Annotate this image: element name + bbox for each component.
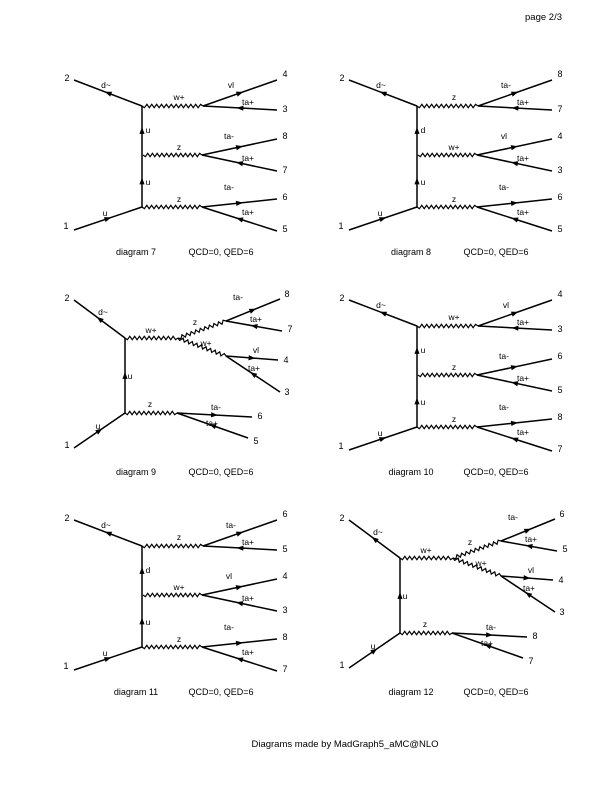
fermion-arrow <box>414 178 419 185</box>
external-leg-number: 7 <box>557 444 563 455</box>
external-leg-number: 6 <box>557 192 563 203</box>
external-leg-number: 4 <box>283 355 289 366</box>
external-leg-number: 8 <box>557 69 563 80</box>
particle-label: u <box>127 371 133 382</box>
fermion-arrow <box>139 618 144 625</box>
external-leg-number: 5 <box>557 224 563 235</box>
external-leg-number: 1 <box>338 441 344 452</box>
boson-line <box>417 425 477 428</box>
coupling-label: QCD=0, QED=6 <box>188 247 254 258</box>
external-leg-number: 7 <box>282 664 288 675</box>
external-leg-number: 1 <box>339 660 345 671</box>
particle-label: vl <box>500 131 508 142</box>
particle-label: ta+ <box>241 207 255 218</box>
particle-label: ta+ <box>516 373 530 384</box>
external-leg-number: 4 <box>282 69 288 80</box>
boson-line <box>417 104 478 107</box>
fermion-arrow <box>380 312 387 317</box>
particle-label: ta- <box>501 80 511 91</box>
particle-label: w+ <box>475 558 487 569</box>
boson-line <box>125 411 177 414</box>
fermion-arrow <box>486 632 493 637</box>
particle-label: ta+ <box>205 418 219 429</box>
particle-label: ta+ <box>516 317 530 328</box>
external-leg-number: 2 <box>64 293 70 304</box>
particle-label: ta+ <box>241 593 255 604</box>
particle-label: z <box>451 92 457 103</box>
boson-line <box>125 336 178 339</box>
feynman-diagram-9 <box>64 289 292 477</box>
particle-label: u <box>377 428 383 439</box>
particle-label: d~ <box>101 80 111 91</box>
external-leg-number: 7 <box>557 104 563 115</box>
fermion-arrow <box>249 309 256 314</box>
fermion-arrow <box>414 398 419 405</box>
external-leg-number: 7 <box>287 324 293 335</box>
external-leg-number: 6 <box>282 509 288 520</box>
fermion-arrow <box>139 567 144 574</box>
fermion-arrow <box>511 218 518 223</box>
external-leg-number: 2 <box>339 513 345 524</box>
external-leg-number: 2 <box>64 73 70 84</box>
external-leg-number: 4 <box>557 131 563 142</box>
particle-label: z <box>192 317 198 328</box>
external-leg-number: 2 <box>339 73 345 84</box>
particle-label: ta- <box>224 131 234 142</box>
boson-line <box>400 631 452 634</box>
external-leg-number: 4 <box>557 289 563 300</box>
particle-label: w+ <box>173 582 185 593</box>
fermion-arrow <box>511 438 518 443</box>
boson-line <box>417 324 478 327</box>
external-leg-number: 5 <box>282 544 288 555</box>
external-leg-number: 3 <box>557 165 563 176</box>
external-leg-number: 1 <box>63 661 69 672</box>
feynman-diagram-10 <box>338 289 562 477</box>
particle-label: u <box>420 397 426 408</box>
external-leg-number: 3 <box>284 387 290 398</box>
particle-label: ta+ <box>522 583 536 594</box>
fermion-arrow <box>236 218 243 223</box>
particle-label: u <box>145 617 151 628</box>
feynman-diagram-7 <box>63 69 287 257</box>
boson-line <box>143 593 202 596</box>
fermion-arrow <box>251 324 258 329</box>
particle-label: z <box>422 619 428 630</box>
diagram-caption: diagram 8 <box>390 247 432 258</box>
external-leg-number: 7 <box>282 165 288 176</box>
fermion-arrow <box>236 92 243 97</box>
fermion-arrow <box>524 529 531 534</box>
particle-label: u <box>420 177 426 188</box>
external-leg-number: 5 <box>253 436 259 447</box>
fermion-arrow <box>139 178 144 185</box>
external-leg-number: 6 <box>559 509 565 520</box>
external-leg-number: 1 <box>338 221 344 232</box>
external-leg-number: 8 <box>284 289 290 300</box>
particle-label: vl <box>252 345 260 356</box>
boson-line <box>418 153 477 156</box>
fermion-arrow <box>236 532 243 537</box>
particle-label: vl <box>225 571 233 582</box>
particle-label: u <box>95 421 101 432</box>
diagram-caption: diagram 11 <box>113 687 159 698</box>
boson-line <box>142 205 202 208</box>
external-leg-number: 1 <box>64 440 70 451</box>
fermion-arrow <box>414 347 419 354</box>
feynman-diagram-8 <box>338 69 562 257</box>
boson-line <box>142 645 202 648</box>
particle-label: vl <box>502 300 510 311</box>
fermion-arrow <box>105 92 112 97</box>
particle-label: ta+ <box>249 314 263 325</box>
boson-line <box>400 556 453 559</box>
external-leg-number: 3 <box>282 605 288 616</box>
particle-label: ta- <box>211 402 221 413</box>
particle-label: u <box>102 208 108 219</box>
particle-label: z <box>467 537 473 548</box>
feynman-diagram-12 <box>339 509 567 697</box>
fermion-arrow <box>105 532 112 537</box>
external-leg-number: 8 <box>532 631 538 642</box>
external-leg-number: 8 <box>282 632 288 643</box>
external-leg-number: 7 <box>528 656 534 667</box>
particle-label: d~ <box>376 80 386 91</box>
external-leg-number: 5 <box>562 544 568 555</box>
external-leg-number: 8 <box>282 131 288 142</box>
particle-label: ta+ <box>516 207 530 218</box>
diagram-caption: diagram 9 <box>115 467 157 478</box>
external-leg-number: 3 <box>557 324 563 335</box>
particle-label: u <box>145 125 151 136</box>
fermion-arrow <box>511 312 518 317</box>
boson-line <box>418 373 477 376</box>
particle-label: z <box>451 414 457 425</box>
external-leg-number: 5 <box>282 224 288 235</box>
external-leg-number: 1 <box>63 221 69 232</box>
particle-label: d~ <box>376 300 386 311</box>
particle-label: d <box>420 125 426 136</box>
particle-label: ta+ <box>524 534 538 545</box>
diagram-caption: diagram 12 <box>388 687 434 698</box>
external-leg-number: 2 <box>339 293 345 304</box>
diagram-caption: diagram 7 <box>115 247 157 258</box>
particle-label: vl <box>527 565 535 576</box>
particle-label: z <box>147 399 153 410</box>
particle-label: w+ <box>448 142 460 153</box>
fermion-arrow <box>380 92 387 97</box>
external-leg-number: 5 <box>557 385 563 396</box>
fermion-arrow <box>211 412 218 417</box>
credit-label: Diagrams made by MadGraph5_aMC@NLO <box>251 739 439 750</box>
particle-label: d~ <box>98 307 108 318</box>
particle-label: ta+ <box>516 427 530 438</box>
external-leg-number: 4 <box>558 575 564 586</box>
boson-line <box>142 104 203 107</box>
particle-label: ta- <box>499 402 509 413</box>
particle-label: w+ <box>448 312 460 323</box>
particle-label: ta+ <box>247 363 261 374</box>
particle-label: d <box>145 565 151 576</box>
particle-label: ta- <box>486 622 496 633</box>
particle-label: ta- <box>224 182 234 193</box>
particle-label: u <box>370 641 376 652</box>
particle-label: z <box>451 362 457 373</box>
particle-label: vl <box>227 80 235 91</box>
particle-label: ta- <box>508 512 518 523</box>
particle-label: w+ <box>145 325 157 336</box>
particle-label: ta+ <box>241 97 255 108</box>
particle-label: z <box>176 532 182 543</box>
coupling-label: QCD=0, QED=6 <box>188 467 254 478</box>
particle-label: d~ <box>373 527 383 538</box>
particle-label: w+ <box>173 92 185 103</box>
external-leg-number: 6 <box>282 192 288 203</box>
boson-line <box>142 544 203 547</box>
particle-label: u <box>145 177 151 188</box>
particle-label: d~ <box>101 520 111 531</box>
page-number-label: page 2/3 <box>525 12 562 23</box>
particle-label: u <box>377 208 383 219</box>
particle-label: ta+ <box>480 638 494 649</box>
coupling-label: QCD=0, QED=6 <box>463 247 529 258</box>
boson-line <box>143 153 202 156</box>
particle-label: w+ <box>420 545 432 556</box>
fermion-arrow <box>526 544 533 549</box>
boson-line <box>178 320 226 339</box>
boson-line <box>453 540 501 559</box>
particle-label: ta+ <box>241 153 255 164</box>
particle-label: ta- <box>233 292 243 303</box>
feynman-diagram-11 <box>63 509 287 697</box>
external-leg-number: 4 <box>282 571 288 582</box>
coupling-label: QCD=0, QED=6 <box>463 687 529 698</box>
particle-label: z <box>451 194 457 205</box>
particle-label: ta- <box>499 182 509 193</box>
particle-label: ta+ <box>241 537 255 548</box>
particle-label: w+ <box>200 338 212 349</box>
particle-label: u <box>102 648 108 659</box>
fermion-arrow <box>139 127 144 134</box>
external-leg-number: 6 <box>557 351 563 362</box>
particle-label: u <box>402 591 408 602</box>
particle-label: ta- <box>499 351 509 362</box>
external-leg-number: 3 <box>559 607 565 618</box>
external-leg-number: 6 <box>257 411 263 422</box>
coupling-label: QCD=0, QED=6 <box>463 467 529 478</box>
external-leg-number: 2 <box>64 513 70 524</box>
particle-label: z <box>176 634 182 645</box>
particle-label: ta+ <box>241 647 255 658</box>
diagram-caption: diagram 10 <box>388 467 434 478</box>
fermion-arrow <box>511 92 518 97</box>
fermion-arrow <box>236 658 243 663</box>
external-leg-number: 8 <box>557 412 563 423</box>
particle-label: ta+ <box>516 97 530 108</box>
particle-label: ta+ <box>516 153 530 164</box>
coupling-label: QCD=0, QED=6 <box>188 687 254 698</box>
particle-label: z <box>176 194 182 205</box>
external-leg-number: 3 <box>282 104 288 115</box>
particle-label: ta- <box>224 622 234 633</box>
fermion-arrow <box>414 127 419 134</box>
boson-line <box>417 205 477 208</box>
particle-label: u <box>420 345 426 356</box>
particle-label: z <box>176 142 182 153</box>
particle-label: ta- <box>226 520 236 531</box>
